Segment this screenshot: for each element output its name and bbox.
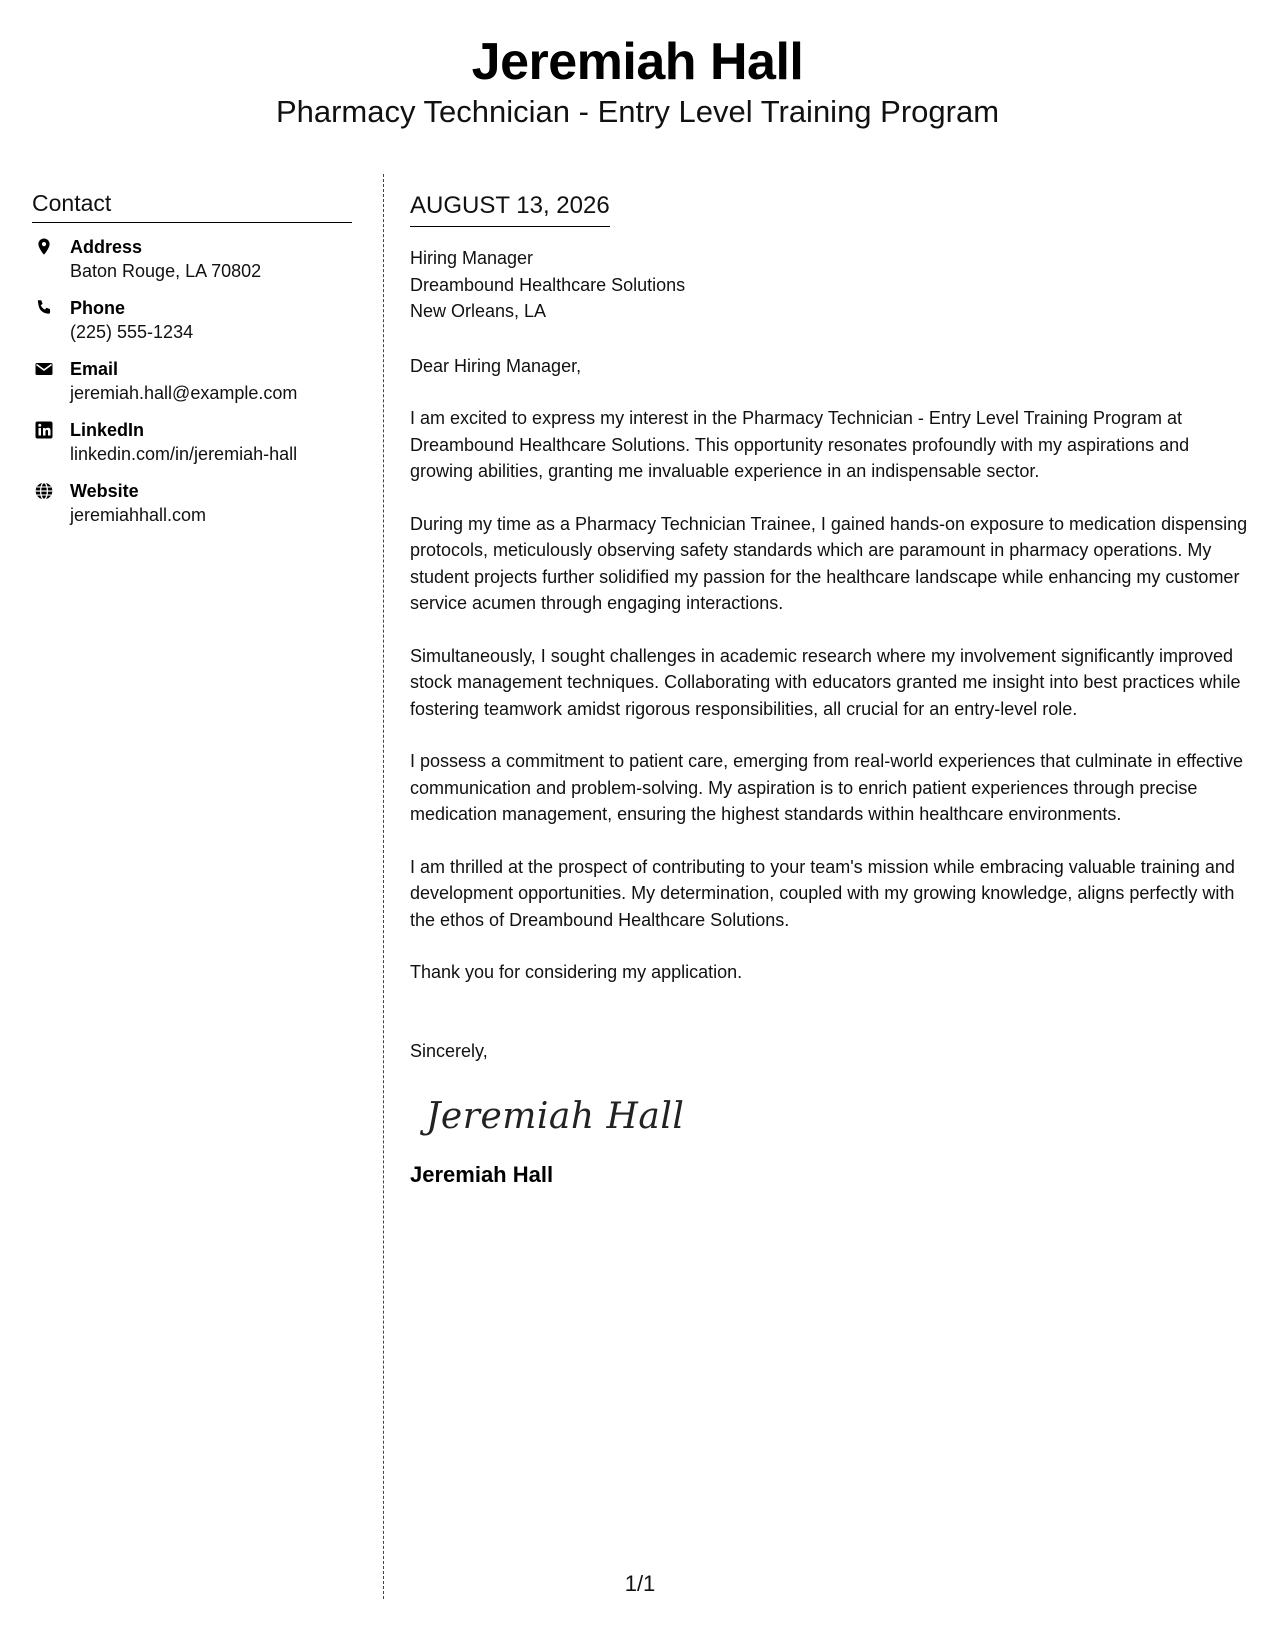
recipient-location: New Orleans, LA: [410, 301, 547, 321]
letter-header: [0, 30, 1275, 132]
globe-icon: [34, 481, 54, 501]
applicant-name: Jeremiah Hall: [471, 33, 804, 91]
recipient-block: [410, 245, 1255, 325]
recipient-company: Dreambound Healthcare Solutions: [410, 274, 686, 295]
page-number: 1/1: [624, 1571, 656, 1596]
recipient-title: Hiring Manager: [410, 248, 534, 268]
letter-paragraph: Simultaneously, I sought challenges in academic research where my involvement significantly improved stock management techniques. Collaborating with educators granted me insight into best practices while fostering teamwork amidst rigorous responsibilities, all crucial for an entry-level role.: [410, 645, 1241, 719]
closing: Sincerely,: [410, 1040, 488, 1061]
letter-body: [410, 190, 1255, 1190]
job-title: Pharmacy Technician - Entry Level Training Program: [275, 94, 1000, 129]
letter-paragraph: I possess a commitment to patient care, emerging from real-world experiences that culminate in effective communication and problem-solving. My aspiration is to enrich patient experiences through precise medication management, ensuring the highest standards within healthcare environments.: [410, 751, 1244, 824]
website-value[interactable]: jeremiahhall.com: [70, 505, 207, 525]
contact-label: LinkedIn: [70, 420, 145, 440]
handwritten-signature: Jeremiah Hall: [426, 1096, 685, 1137]
column-divider: [383, 174, 384, 1599]
phone-value: (225) 555-1234: [70, 322, 194, 342]
signer-name: Jeremiah Hall: [410, 1162, 554, 1187]
letter-paragraph: Thank you for considering my application.: [410, 962, 743, 982]
linkedin-icon: [34, 420, 54, 440]
contact-label: Website: [70, 481, 139, 501]
contact-heading: Contact: [32, 188, 352, 223]
contact-address: [32, 235, 352, 284]
contact-email: [32, 357, 352, 406]
contact-label: Email: [70, 359, 119, 379]
contact-sidebar: [32, 188, 352, 528]
contact-label: Phone: [70, 298, 126, 318]
email-value[interactable]: jeremiah.hall@example.com: [70, 383, 298, 403]
linkedin-value[interactable]: linkedin.com/in/jeremiah-hall: [70, 444, 298, 464]
contact-linkedin: [32, 418, 352, 467]
contact-phone: [32, 296, 352, 345]
phone-icon: [34, 298, 54, 318]
letter-paragraph: During my time as a Pharmacy Technician Trainee, I gained hands-on exposure to medication dispensing protocols, meticulously observing safety standards which are paramount in pharmacy operations. My student projects further solidified my passion for the healthcare landscape while enhancing my customer service acumen through engaging interactions.: [410, 513, 1248, 613]
map-pin-icon: [34, 237, 54, 257]
letter-date: AUGUST 13, 2026: [410, 190, 610, 227]
address-value: Baton Rouge, LA 70802: [70, 261, 262, 281]
contact-label: Address: [70, 237, 143, 257]
contact-website: [32, 479, 352, 528]
salutation: Dear Hiring Manager,: [410, 355, 582, 376]
letter-paragraph: I am excited to express my interest in the Pharmacy Technician - Entry Level Training Program at Dreambound Healthcare Solutions. This opportunity resonates profoundly with my aspirations and growing abilities, granting me invaluable experience in an indispensable sector.: [410, 408, 1190, 481]
letter-paragraph: I am thrilled at the prospect of contributing to your team's mission while embracing valuable training and development opportunities. My determination, coupled with my growing knowledge, aligns perfectly with the ethos of Dreambound Healthcare Solutions.: [410, 856, 1235, 930]
email-icon: [34, 359, 54, 379]
